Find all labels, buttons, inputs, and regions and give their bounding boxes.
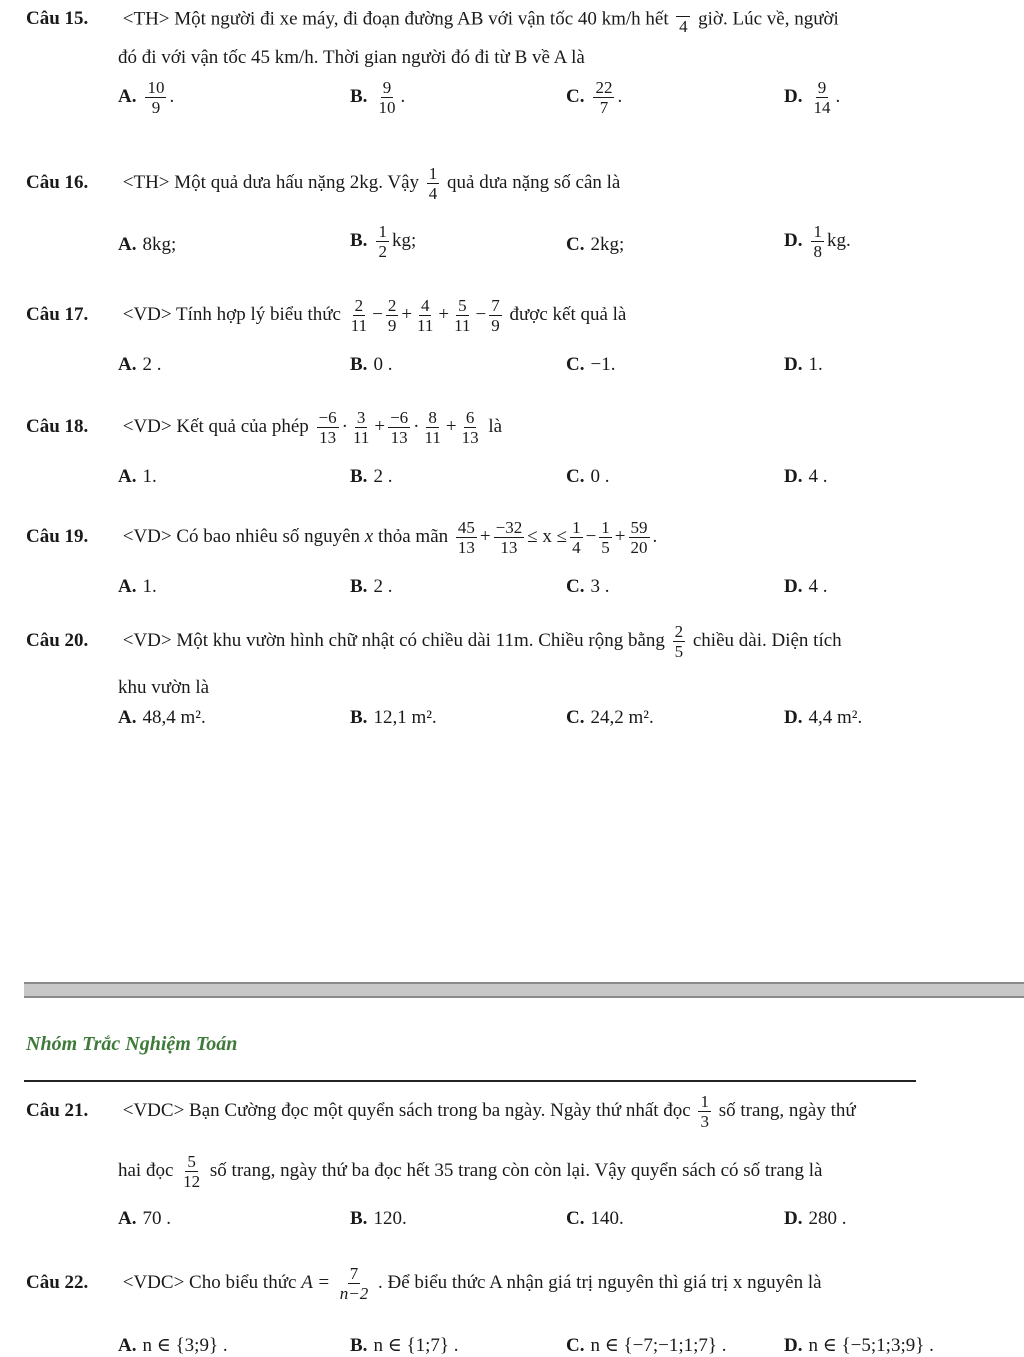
option-c[interactable]: C. n ∈ {−7;−1;1;7} .: [566, 1335, 727, 1356]
operator: +: [614, 525, 626, 547]
question-text-end: số trang, ngày thứ: [718, 1099, 856, 1121]
question-19: [26, 518, 657, 557]
question-text: Một người đi xe máy, đi đoạn đường AB với vận tốc 40 km/h hết: [174, 8, 669, 30]
variable-x: x: [364, 525, 374, 547]
fraction: $\frac{2}{9}$: [387, 296, 397, 335]
question-tag: <VD>: [122, 629, 172, 651]
option-b[interactable]: B. 120.: [350, 1208, 407, 1229]
option-a[interactable]: A. 2 .: [118, 354, 162, 375]
question-text-line2: khu vườn là: [118, 677, 210, 698]
question-text: Một khu vườn hình chữ nhật có chiều dài 11m. Chiều rộng bằng: [176, 629, 665, 651]
question-text-end: được kết quả là: [509, 303, 627, 325]
option-b[interactable]: B. 0 .: [350, 354, 393, 375]
operator: +: [374, 415, 386, 437]
operator: −: [585, 525, 597, 547]
option-d[interactable]: D. 4,4 m².: [784, 707, 863, 728]
question-label: Câu 20.: [26, 629, 89, 651]
option-d[interactable]: D. n ∈ {−5;1;3;9} .: [784, 1335, 934, 1356]
question-label: Câu 21.: [26, 1099, 89, 1121]
operator: −: [372, 303, 383, 325]
option-c[interactable]: C. 140.: [566, 1208, 624, 1229]
option-a[interactable]: A. 1.: [118, 466, 157, 487]
expression: [314, 408, 484, 447]
option-b[interactable]: B. $\frac{1}{2}$ kg;: [350, 222, 417, 261]
option-a[interactable]: A. 1.: [118, 576, 157, 597]
option-d[interactable]: D. $\frac{9}{14}$ .: [784, 78, 841, 117]
fraction: $\frac{1}{5}$: [601, 518, 610, 557]
operator: ≤ x ≤: [527, 525, 568, 547]
question-label: Câu 22.: [26, 1271, 89, 1293]
fraction: $\frac{-32}{13}$: [495, 518, 523, 557]
expression-lhs: A =: [301, 1271, 331, 1293]
line2-end: số trang, ngày thứ ba đọc hết 35 trang còn còn lại. Vậy quyển sách có số trang là: [209, 1159, 823, 1181]
operator: +: [479, 525, 491, 547]
question-text: Kết quả của phép: [176, 415, 309, 437]
question-label: Câu 19.: [26, 525, 89, 547]
option-d[interactable]: D. $\frac{1}{8}$ kg.: [784, 222, 851, 261]
question-tag: <VD>: [122, 303, 172, 325]
question-text-line2: đó đi với vận tốc 45 km/h. Thời gian người đó đi từ B về A là: [118, 47, 585, 68]
question-text: Tính hợp lý biểu thức: [176, 303, 341, 325]
question-16: [26, 164, 620, 203]
operator: +: [438, 303, 450, 325]
option-a[interactable]: A. 8kg;: [118, 234, 177, 255]
question-text-end: quả dưa nặng số cân là: [447, 171, 621, 193]
fraction: $\frac{4}{11}$: [417, 296, 434, 335]
expression: [453, 518, 653, 557]
question-text-end: chiều dài. Diện tích: [692, 629, 842, 651]
question-tag: <VD>: [122, 525, 172, 547]
fraction: $\frac{1}{3}$: [700, 1092, 709, 1131]
option-a[interactable]: A. 70 .: [118, 1208, 171, 1229]
fraction: $\frac{5}{12}$: [183, 1152, 201, 1191]
option-b[interactable]: B. $\frac{9}{10}$ .: [350, 78, 406, 117]
question-15: [26, 4, 839, 36]
question-label: Câu 16.: [26, 171, 89, 193]
question-tag: <VDC>: [122, 1271, 185, 1293]
question-17: [26, 296, 626, 335]
question-22: [26, 1264, 822, 1303]
option-c[interactable]: C. 2kg;: [566, 234, 625, 255]
question-18: [26, 408, 502, 447]
option-a[interactable]: A. $\frac{10}{9}$ .: [118, 78, 175, 117]
option-a[interactable]: A. n ∈ {3;9} .: [118, 1335, 228, 1356]
question-text: Bạn Cường đọc một quyển sách trong ba ngày. Ngày thứ nhất đọc: [189, 1099, 691, 1121]
operator: +: [445, 415, 457, 437]
option-b[interactable]: B. n ∈ {1;7} .: [350, 1335, 459, 1356]
option-b[interactable]: B. 2 .: [350, 466, 393, 487]
expression: [346, 296, 505, 335]
option-d[interactable]: D. 280 .: [784, 1208, 847, 1229]
question-tag: <TH>: [122, 8, 170, 30]
fraction: $\frac{8}{11}$: [424, 408, 441, 447]
fraction: $\frac{2}{11}$: [350, 296, 368, 335]
operator: ·: [413, 415, 420, 437]
fraction: $\frac{-6}{13}$: [318, 408, 337, 447]
option-c[interactable]: C. 3 .: [566, 576, 610, 597]
header-rule: [24, 1080, 916, 1082]
question-text: Một quả dưa hấu nặng 2kg. Vậy: [174, 171, 420, 193]
question-label: Câu 17.: [26, 303, 89, 325]
option-b[interactable]: B. 2 .: [350, 576, 393, 597]
option-c[interactable]: C. 0 .: [566, 466, 610, 487]
question-text-line2: [118, 1152, 822, 1191]
option-b[interactable]: B. 12,1 m².: [350, 707, 437, 728]
fraction: $\frac{59}{20}$: [630, 518, 648, 557]
question-tag: <VD>: [122, 415, 172, 437]
question-text-end: giờ. Lúc về, người: [698, 8, 839, 30]
fraction: $\frac{1}{4}$: [428, 164, 438, 203]
fraction: $\frac{2}{5}$: [674, 622, 684, 661]
option-c[interactable]: C. $\frac{22}{7}$ .: [566, 78, 623, 117]
question-label: Câu 15.: [26, 8, 89, 30]
question-tag: <VDC>: [122, 1099, 185, 1121]
fraction: $\frac{7}{9}$: [491, 296, 500, 335]
operator: −: [475, 303, 487, 325]
option-c[interactable]: C. −1.: [566, 354, 616, 375]
group-name: Nhóm Trắc Nghiệm Toán: [26, 1033, 238, 1055]
question-tag: <TH>: [122, 171, 170, 193]
question-text: Cho biểu thức: [189, 1271, 297, 1293]
fraction: $\frac{45}{13}$: [457, 518, 475, 557]
operator: ·: [341, 415, 348, 437]
fraction: $\frac{5}{11}$: [454, 296, 471, 335]
option-d[interactable]: D. 4 .: [784, 466, 828, 487]
fraction: $\frac{-6}{13}$: [390, 408, 409, 447]
option-c[interactable]: C. 24,2 m².: [566, 707, 654, 728]
question-text-end: .: [652, 525, 658, 547]
question-text-end: . Để biểu thức A nhận giá trị nguyên thì giá trị x nguyên là: [378, 1271, 822, 1293]
page-separator: [24, 982, 1024, 998]
fraction: $\frac{7}{n-2}$: [339, 1264, 369, 1303]
question-21: [26, 1092, 856, 1131]
line2-start: hai đọc: [118, 1159, 174, 1181]
question-label: Câu 18.: [26, 415, 89, 437]
operator: +: [401, 303, 413, 325]
option-d[interactable]: D. 4 .: [784, 576, 828, 597]
question-text-end: là: [488, 415, 503, 437]
fraction: $\frac{1}{4}$: [572, 518, 581, 557]
fraction: $\frac{6}{13}$: [461, 408, 479, 447]
fraction: 4: [676, 4, 690, 36]
fraction: $\frac{3}{11}$: [352, 408, 370, 447]
question-text: thỏa mãn: [377, 525, 449, 547]
option-d[interactable]: D. 1.: [784, 354, 823, 375]
question-text: Có bao nhiêu số nguyên: [176, 525, 361, 547]
question-20: [26, 622, 842, 661]
option-a[interactable]: A. 48,4 m².: [118, 707, 206, 728]
